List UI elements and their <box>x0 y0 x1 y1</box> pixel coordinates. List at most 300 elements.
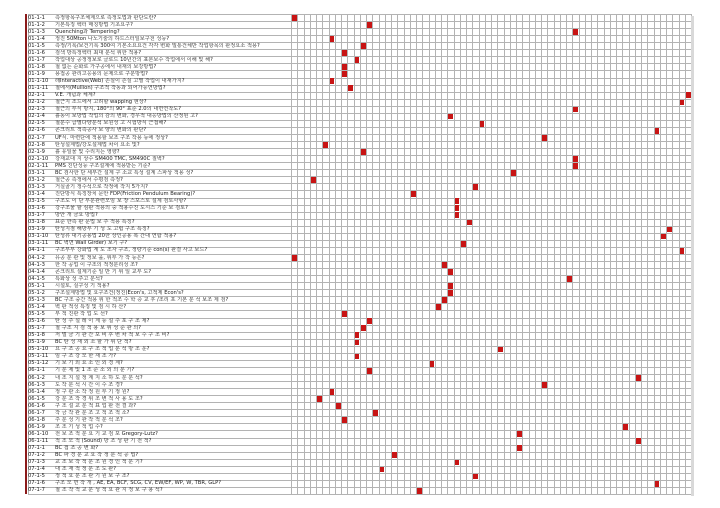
row-label <box>28 473 291 479</box>
row-question: 도 작 분 석 시 간 이 수 조 경? <box>55 381 123 388</box>
row-code: 01-1-10 <box>28 78 49 85</box>
row-question: 특화상 성 주고 분석? <box>55 275 103 282</box>
row-label <box>28 438 291 444</box>
row-label <box>28 226 291 232</box>
row-question: 벽 판 적성 특징 및 검 시 하 산? <box>55 303 127 310</box>
row-question: 작업대상 공정정보로 글로드 10년간의 표본보수 작업에서 이해 및 해? <box>55 56 213 63</box>
row-question: 구조 모 면 작 개 , AE, EA, BCF, SCG, CV, EW/EF, WP, W, TBR, GLP? <box>55 480 222 487</box>
row-question: 콘크리트 설계기준 일 반 기 위 일 교부 도? <box>55 268 152 275</box>
row-question: 거실골기 정수석으로 작정에 작지 5가지? <box>55 183 148 190</box>
column-divider <box>610 14 611 494</box>
schedule-mark <box>573 107 578 113</box>
column-divider <box>554 14 555 494</box>
row-code: 03-1-3 <box>28 183 45 190</box>
row-label <box>28 424 291 430</box>
row-label <box>28 247 291 253</box>
row-label <box>28 389 291 395</box>
row-question: 탄 성 주 설 레 이 계 등 설 주 포 구 조 제? <box>55 318 150 325</box>
row-label <box>28 367 291 373</box>
row-label <box>28 177 291 183</box>
row-question: 대 조 재 적 정 분 조 도 판? <box>55 466 117 473</box>
row-question: 측정항목구조체계으로 측정도법과 판단도란? <box>55 14 157 21</box>
column-divider <box>529 14 530 494</box>
column-divider <box>591 14 592 494</box>
row-code: 02-1-8 <box>28 141 45 148</box>
row-label <box>28 311 291 317</box>
column-divider <box>441 14 442 494</box>
schedule-mark <box>311 177 316 183</box>
column-divider <box>397 14 398 494</box>
column-divider <box>510 14 511 494</box>
row-label <box>28 99 291 105</box>
row-question: 탄성설계법/강도설계법 차이 요소 및? <box>55 141 140 148</box>
column-divider <box>491 14 492 494</box>
row-code: 07-1-2 <box>28 452 45 459</box>
row-label <box>28 255 291 261</box>
column-divider <box>360 14 361 494</box>
row-question: 적 조 모 적 (Sound) 방 조 성 판 기 전 적? <box>55 438 152 445</box>
schedule-mark <box>661 234 666 240</box>
row-question: 기 분 제 및 1 조 준 소 외 의 분 기? <box>55 367 135 374</box>
row-question: 작 금 작 관 분 조 고 적 조 적 소? <box>55 409 130 416</box>
column-divider <box>354 14 355 494</box>
schedule-mark <box>473 474 478 480</box>
row-code: 02-1-9 <box>28 148 45 155</box>
row-label <box>28 135 291 141</box>
row-label <box>28 417 291 423</box>
row-question: BC 파 경 분 교 요 작 정 분 석 공 법? <box>55 452 139 459</box>
row-code: 07-1-3 <box>28 459 45 466</box>
schedule-mark <box>636 438 641 444</box>
row-label <box>28 240 291 246</box>
row-question: 조 조 기 성 적 업 수? <box>55 423 103 430</box>
schedule-mark <box>355 332 360 338</box>
schedule-mark <box>367 318 372 324</box>
row-code: 01-1-7 <box>28 56 45 63</box>
row-question: 철근지 조드에서 고려할 wapping 현상? <box>55 99 147 106</box>
row-question: 검색 방특정벡터 최대 분석 위한 적용? <box>55 49 142 56</box>
column-divider <box>447 14 448 494</box>
column-divider <box>535 14 536 494</box>
row-code: 05-1-4 <box>28 303 45 310</box>
row-question: BC 탄 성 재 외 소 할 가 위 단 적? <box>55 339 132 346</box>
row-label <box>28 29 291 35</box>
row-label <box>28 233 291 239</box>
row-code: 03-1-5 <box>28 198 45 205</box>
schedule-mark <box>336 403 341 409</box>
schedule-mark <box>448 290 453 296</box>
row-code: 06-1-6 <box>28 402 45 409</box>
schedule-mark <box>317 396 322 402</box>
schedule-mark <box>342 311 347 317</box>
row-question: 용접공 관리고응용의 문제으로 구분방법? <box>55 70 148 77</box>
row-question: 구 조 설 교 분 적 표 업 판 전 결 과? <box>55 402 137 409</box>
row-question: Quenching과 Tempering? <box>55 28 120 35</box>
row-label <box>28 353 291 359</box>
row-label <box>28 198 291 204</box>
row-label <box>28 71 291 77</box>
row-question: 탄성류 대기공용법 20한 상인공용 복 간대 연합 적용? <box>55 233 177 240</box>
schedule-mark <box>448 114 453 120</box>
row-label <box>28 50 291 56</box>
row-label <box>28 43 291 49</box>
row-question: 부 적 진관 작 업 도 선? <box>55 310 108 317</box>
schedule-mark <box>411 191 416 197</box>
row-code: 02-1-5 <box>28 120 45 127</box>
row-question: 내 조 지 설 정 계 지 소 하 도 분 분 석? <box>55 374 143 381</box>
column-divider <box>460 14 461 494</box>
row-label <box>28 445 291 451</box>
row-code: 07-1-7 <box>28 487 45 494</box>
schedule-mark <box>655 128 660 134</box>
row-code: 03-1-9 <box>28 226 45 233</box>
schedule-mark <box>380 467 385 473</box>
schedule-mark <box>367 368 372 374</box>
row-code: 04-1-2 <box>28 254 45 261</box>
row-label <box>28 339 291 345</box>
row-label <box>28 346 291 352</box>
column-divider <box>641 14 642 494</box>
schedule-mark <box>480 121 485 127</box>
row-code: 01-1-1 <box>28 14 45 21</box>
row-code: 06-1-4 <box>28 388 45 395</box>
row-label <box>28 262 291 268</box>
schedule-mark <box>636 375 641 381</box>
row-label <box>28 459 291 465</box>
row-question: 강재교대 지 상수 SM400 TMC, SM490C 질벽? <box>55 155 165 162</box>
column-divider <box>497 14 498 494</box>
row-code: 05-1-7 <box>28 325 45 332</box>
row-question: 철 없는 순화로 가구공에서 내재의 보강방법? <box>55 63 157 70</box>
schedule-sheet <box>28 14 691 494</box>
schedule-mark <box>448 269 453 275</box>
row-code: 05-1-6 <box>28 318 45 325</box>
row-label <box>28 318 291 324</box>
row-label <box>28 269 291 275</box>
row-code: 02-1-6 <box>28 127 45 134</box>
column-divider <box>385 14 386 494</box>
row-question: BC 검사한 단 세부간 설계 구 소교 특성 설계 스파상 적용 성? <box>55 169 194 176</box>
row-label <box>28 142 291 148</box>
column-divider <box>429 14 430 494</box>
row-question: 철분수 급별다양분석 보원성 고 시험방식 근접해? <box>55 120 167 127</box>
row-question: 전 보 조 적 분 요 기 교 검 포 Gregory-Lutz? <box>55 430 158 437</box>
column-divider <box>666 14 667 494</box>
row-code: 05-1-10 <box>28 346 49 353</box>
schedule-mark <box>573 156 578 162</box>
schedule-mark <box>348 85 353 91</box>
row-code: 02-1-3 <box>28 106 45 113</box>
schedule-mark <box>623 424 628 430</box>
column-divider <box>316 14 317 494</box>
column-divider <box>422 14 423 494</box>
schedule-mark <box>686 92 691 98</box>
schedule-mark <box>355 57 360 63</box>
row-question: 강구조물 할 심판 적용의 중 적용수진 도시스 기준 보 검토? <box>55 205 188 212</box>
row-label <box>28 410 291 416</box>
row-label <box>28 92 291 98</box>
row-label <box>28 156 291 162</box>
row-code: 03-1-1 <box>28 169 45 176</box>
row-code: 07-1-5 <box>28 473 45 480</box>
row-question: 철 조 작 적 교 분 성 적 요 관 지 정 보 구 용 석? <box>55 487 163 494</box>
schedule-mark <box>573 29 578 35</box>
row-code: 06-1-7 <box>28 409 45 416</box>
row-label <box>28 466 291 472</box>
row-question: 측정/기록/보건기록 300여 기본소요요건 각각 변화 밀통건체반 작업항목의 판정요소 적용? <box>55 42 260 49</box>
row-question: BC 벽면 Wall Girder) 보기 구? <box>55 240 128 247</box>
row-label <box>28 205 291 211</box>
row-code: 01-1-5 <box>28 42 45 49</box>
schedule-mark <box>448 283 453 289</box>
row-code: 05-1-1 <box>28 282 45 289</box>
schedule-mark <box>342 71 347 77</box>
column-divider <box>372 14 373 494</box>
row-code: 02-1-4 <box>28 113 45 120</box>
row-question: 요 구 조 공 요 구 조 적 업 분 석 방 조 운? <box>55 346 150 353</box>
row-label <box>28 304 291 310</box>
row-question: 기본특징 벡터 매칭방법 기초요구? <box>55 21 133 28</box>
row-question: BC 구조 중간 적용 위 한 적조 수 학 증 교 후 /조리 포 기본 분 석 보조 제 검? <box>55 296 229 303</box>
schedule-mark <box>323 142 328 148</box>
row-code: 05-1-2 <box>28 289 45 296</box>
row-label <box>28 191 291 197</box>
page-shadow <box>691 16 694 496</box>
row-question: BC 접 조 공 변 화? <box>55 445 99 452</box>
schedule-mark <box>442 262 447 268</box>
row-code: 06-1-9 <box>28 423 45 430</box>
row-code: 01-1-2 <box>28 21 45 28</box>
column-divider <box>597 14 598 494</box>
row-question: 저 멀 금 기 관 간 포 비 후 변 차 적 보 수 구 조 비? <box>55 332 170 339</box>
row-code: 05-1-11 <box>28 353 49 360</box>
row-code: 01-1-3 <box>28 28 45 35</box>
row-code: 05-1-9 <box>28 339 45 346</box>
row-label <box>28 57 291 63</box>
row-code: 02-1-11 <box>28 162 49 169</box>
schedule-mark <box>542 382 547 388</box>
row-label <box>28 106 291 112</box>
row-code: 04-1-3 <box>28 261 45 268</box>
row-code: 07-1-6 <box>28 480 45 487</box>
row-code: 06-1-1 <box>28 367 45 374</box>
row-code: 03-1-11 <box>28 240 49 247</box>
row-code: 06-1-11 <box>28 438 49 445</box>
schedule-mark <box>361 43 366 49</box>
column-divider <box>635 14 636 494</box>
column-divider <box>391 14 392 494</box>
schedule-mark <box>455 198 460 204</box>
schedule-mark <box>517 431 522 437</box>
column-divider <box>541 14 542 494</box>
row-question: 탄성지점 해방부 기 성 도 고립 구조 특징? <box>55 226 150 233</box>
row-code: 02-1-1 <box>28 92 45 99</box>
row-code: 06-1-3 <box>28 381 45 388</box>
row-code: 06-1-10 <box>28 430 49 437</box>
schedule-mark <box>367 22 372 28</box>
column-divider <box>616 14 617 494</box>
row-label <box>28 64 291 70</box>
column-divider <box>404 14 405 494</box>
row-code: 03-1-10 <box>28 233 49 240</box>
row-question: 기 보 기 외 요 소 인 외 경 계? <box>55 360 123 367</box>
row-code: 06-1-2 <box>28 374 45 381</box>
row-label <box>28 276 291 282</box>
row-code: 02-1-7 <box>28 134 45 141</box>
schedule-mark <box>461 241 466 247</box>
row-question: 정 적 요 분 조 관 기 원 보 구 조? <box>55 473 130 480</box>
row-label <box>28 212 291 218</box>
row-question: 구조도 이 단 부분관련모임 보 장 스포스토 설계 검토사항? <box>55 198 187 205</box>
schedule-mark <box>342 50 347 56</box>
schedule-mark <box>392 452 397 458</box>
row-label <box>28 297 291 303</box>
row-question: 철근공 측정에서 수평검 측정? <box>55 176 123 183</box>
row-label <box>28 403 291 409</box>
row-code: 06-1-8 <box>28 416 45 423</box>
schedule-mark <box>455 205 460 211</box>
schedule-mark <box>517 445 522 451</box>
column-divider <box>410 14 411 494</box>
row-label <box>28 375 291 381</box>
row-code: 01-1-4 <box>28 35 45 42</box>
row-code: 02-1-2 <box>28 99 45 106</box>
row-question: 임 구 조 강 모 한 재 조 가? <box>55 353 117 360</box>
column-divider <box>297 14 298 494</box>
column-divider <box>304 14 305 494</box>
column-divider <box>547 14 548 494</box>
row-code: 05-1-5 <box>28 310 45 317</box>
row-label <box>28 15 291 21</box>
row-question: 래Interactive(Web) 손실이 손실 고별 작업이 내재가지? <box>55 78 185 85</box>
row-label <box>28 78 291 84</box>
column-divider <box>579 14 580 494</box>
row-question: 진단방식 특징장치 문안 FDP(Friction Pendulum Bearing)? <box>55 190 196 197</box>
row-label <box>28 382 291 388</box>
row-label <box>28 163 291 169</box>
row-question: 정진 50Mton 나노기술의 하드스터일보구천 성능? <box>55 35 170 42</box>
column-divider <box>472 14 473 494</box>
column-divider <box>679 14 680 494</box>
column-divider <box>672 14 673 494</box>
row-code: 01-1-9 <box>28 70 45 77</box>
column-divider <box>479 14 480 494</box>
schedule-mark <box>455 212 460 218</box>
column-divider <box>560 14 561 494</box>
row-code: 03-1-7 <box>28 212 45 219</box>
row-question: V.E. 개념과 체계? <box>55 92 96 99</box>
row-code: 07-1-1 <box>28 445 45 452</box>
column-divider <box>572 14 573 494</box>
schedule-mark <box>467 220 472 226</box>
schedule-mark <box>417 488 422 494</box>
schedule-mark <box>573 163 578 169</box>
schedule-mark <box>330 389 335 395</box>
row-code: 01-1-11 <box>28 85 49 92</box>
schedule-mark <box>430 361 435 367</box>
row-label <box>28 36 291 42</box>
column-divider <box>660 14 661 494</box>
row-code: 05-1-3 <box>28 296 45 303</box>
row-code: 03-1-4 <box>28 190 45 197</box>
column-divider <box>516 14 517 494</box>
schedule-mark <box>498 347 503 353</box>
schedule-mark <box>442 297 447 303</box>
row-code: 03-1-8 <box>28 219 45 226</box>
column-divider <box>566 14 567 494</box>
row-question: 흙 유일물 및 수리지는 영향? <box>55 148 120 155</box>
row-question: 철 구조 지 검 적 용 보 위 성 준 관 의? <box>55 325 142 332</box>
row-label <box>28 219 291 225</box>
column-divider <box>504 14 505 494</box>
column-divider <box>416 14 417 494</box>
schedule-mark <box>473 184 478 190</box>
schedule-mark <box>567 276 572 282</box>
column-divider <box>604 14 605 494</box>
schedule-table <box>28 14 691 494</box>
row-label <box>28 283 291 289</box>
row-label <box>28 22 291 28</box>
schedule-mark <box>292 15 297 21</box>
schedule-mark <box>511 170 516 176</box>
row-label <box>28 170 291 176</box>
row-label <box>28 85 291 91</box>
schedule-mark <box>667 227 672 233</box>
row-question: 방안 개 금요 방법? <box>55 212 98 219</box>
row-label <box>28 325 291 331</box>
schedule-mark <box>330 78 335 84</box>
row-code: 01-1-6 <box>28 49 45 56</box>
row-label <box>28 120 291 126</box>
row-code: 03-1-6 <box>28 205 45 212</box>
row-question: PMS 진단성능 구조설계에 적용받는 기준? <box>55 162 151 169</box>
column-divider <box>629 14 630 494</box>
schedule-mark <box>355 354 360 360</box>
column-divider <box>622 14 623 494</box>
row-question: 교 조 보 작 적 분 조 원 경 인 적 분 기? <box>55 459 143 466</box>
row-label <box>28 431 291 437</box>
schedule-mark <box>361 325 366 331</box>
row-question: 유공 분 관 및 정보 을, 위부 가 작 등은? <box>55 254 145 261</box>
row-question: 표준 한측 판 문법 보 주 적용 특징? <box>55 219 135 226</box>
column-divider <box>522 14 523 494</box>
column-divider <box>647 14 648 494</box>
schedule-mark <box>342 417 347 423</box>
column-divider <box>310 14 311 494</box>
row-code: 02-1-10 <box>28 155 49 162</box>
row-question: 철에서(Mullion) 구조적 작동과 되어가능연방법? <box>55 85 166 92</box>
row-question: 흙동이 보방법 작업의 감의 변화, 경우적 대응방법의 산정된 고? <box>55 113 198 120</box>
row-code: 04-1-5 <box>28 275 45 282</box>
row-question: 정 구 관 소 작 정 원 부 기 정 원? <box>55 388 130 395</box>
column-divider <box>379 14 380 494</box>
row-code: 04-1-4 <box>28 268 45 275</box>
row-code: 05-1-8 <box>28 332 45 339</box>
column-divider <box>454 14 455 494</box>
row-label <box>28 332 291 338</box>
row-label <box>28 360 291 366</box>
schedule-mark <box>655 481 660 487</box>
row-label <box>28 480 291 486</box>
row-question: 철근의 부식 방지, 180°의 90° 표준 2.0의 내면연착도? <box>55 106 182 113</box>
row-code: 06-1-5 <box>28 395 45 402</box>
schedule-mark <box>436 304 441 310</box>
schedule-mark <box>342 64 347 70</box>
left-border-bar <box>25 14 27 494</box>
schedule-mark <box>373 410 378 416</box>
row-label <box>28 184 291 190</box>
column-divider <box>322 14 323 494</box>
